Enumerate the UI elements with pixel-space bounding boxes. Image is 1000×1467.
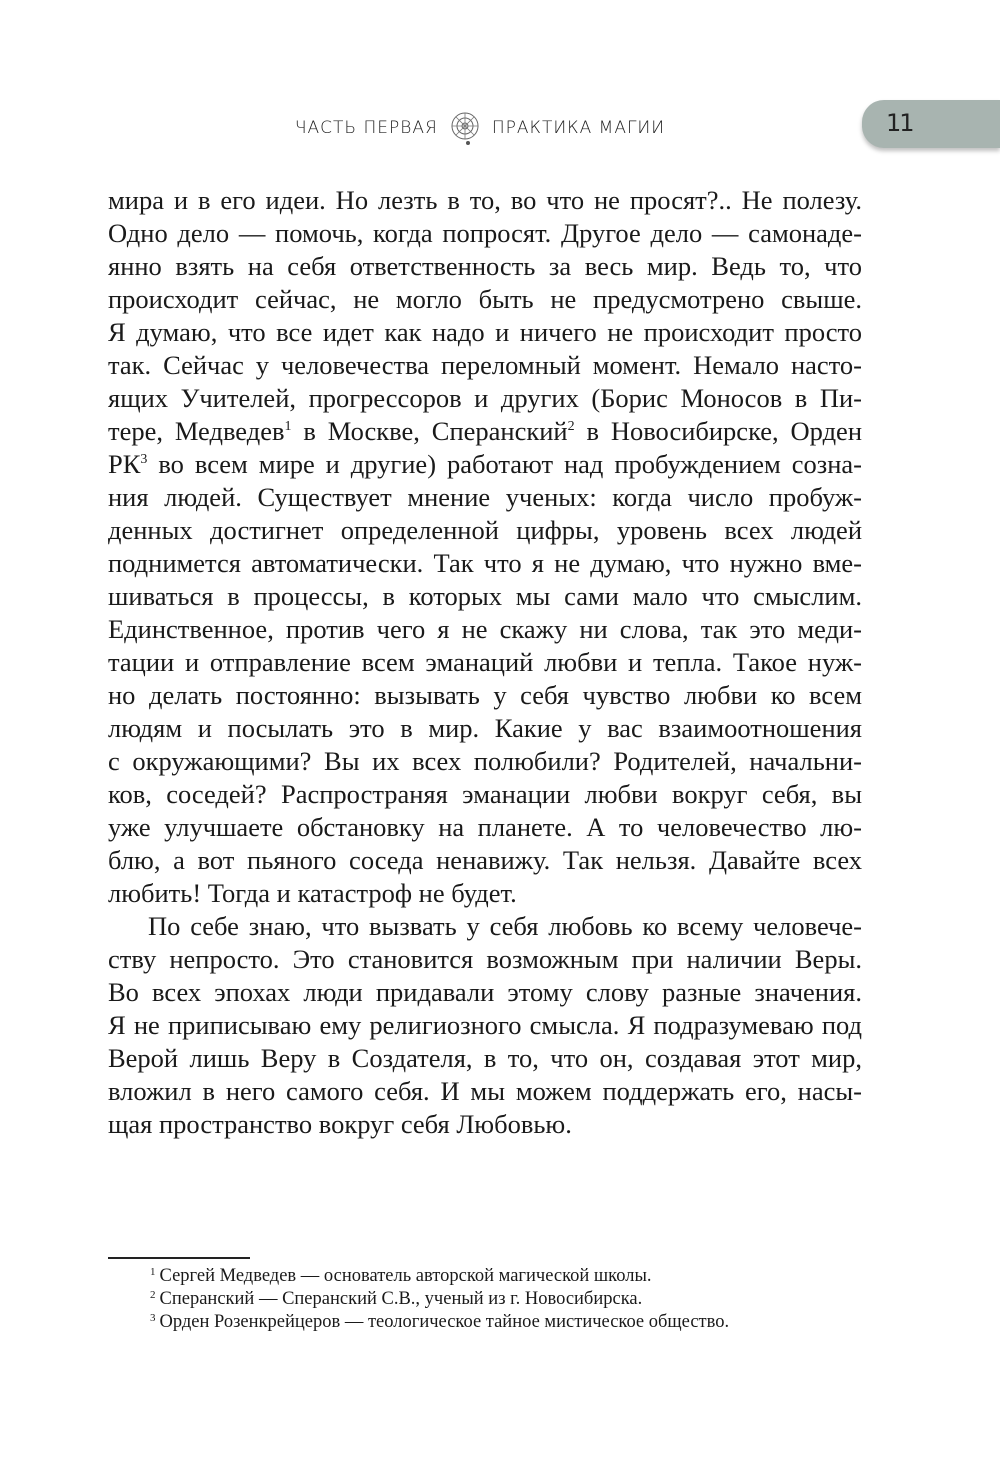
body-text: [108, 184, 862, 1141]
text-segment: вложил в него самого себя. И мы можем поддержать его, насы-: [108, 1076, 862, 1106]
text-segment: РК: [108, 449, 141, 479]
footnote: [150, 1265, 729, 1288]
text-line: [108, 382, 862, 415]
text-segment: Единственное, против чего я не скажу ни слова, так это меди-: [108, 614, 862, 644]
text-segment: происходит сейчас, не могло быть не предусмотрено свыше.: [108, 284, 862, 314]
text-segment: Одно дело — помочь, когда попросят. Другое дело — самонаде-: [108, 218, 862, 248]
text-segment: тере, Медведев: [108, 416, 285, 446]
text-segment: поднимется автоматически. Так что я не думаю, что нужно вме-: [108, 548, 862, 578]
text-segment: ков, соседей? Распространяя эманации любви вокруг себя, вы: [108, 779, 862, 809]
text-line: [108, 844, 862, 877]
text-line: [108, 1009, 862, 1042]
text-segment: но делать постоянно: вызывать у себя чувство любви ко всем: [108, 680, 862, 710]
text-line: [108, 613, 862, 646]
footnote-text: Сперанский — Сперанский С.В., ученый из г. Новосибирска.: [159, 1289, 643, 1309]
text-line: [108, 580, 862, 613]
page-number: 11: [886, 109, 913, 137]
text-line: [108, 745, 862, 778]
text-line: [108, 679, 862, 712]
footnote-rule: [108, 1257, 250, 1259]
text-line: [108, 1108, 862, 1141]
text-segment: так. Сейчас у человечества переломный момент. Немало насто-: [108, 350, 862, 380]
text-line: [108, 877, 862, 910]
text-segment: денных достигнет определенной цифры, уровень всех людей: [108, 515, 862, 545]
text-line: [108, 448, 862, 481]
text-segment: Я думаю, что все идет как надо и ничего не происходит просто: [108, 317, 862, 347]
text-line: [108, 910, 862, 943]
footnotes: [150, 1265, 729, 1334]
text-line: [108, 514, 862, 547]
text-segment: в Новосибирске, Орден: [574, 416, 862, 446]
text-line: [108, 1075, 862, 1108]
text-line: [108, 283, 862, 316]
page-number-tab: [862, 100, 1000, 148]
text-segment: во всем мире и другие) работают над пробуждением созна-: [147, 449, 862, 479]
text-line: [108, 547, 862, 580]
text-segment: тации и отправление всем эманаций любви и тепла. Такое нуж-: [108, 647, 862, 677]
footnote-mark: 1: [150, 1266, 156, 1278]
text-line: [108, 184, 862, 217]
text-segment: ния людей. Существует мнение ученых: когда число пробуж-: [108, 482, 862, 512]
text-segment: шиваться в процессы, в которых мы сами мало что смыслим.: [108, 581, 862, 611]
footnote-ref[interactable]: 1: [284, 419, 292, 434]
text-segment: блю, а вот пьяного соседа ненавижу. Так нельзя. Давайте всех: [108, 845, 862, 875]
text-segment: По себе знаю, что вызвать у себя любовь ко всему человече-: [148, 911, 862, 941]
text-segment: Я не приписываю ему религиозного смысла. Я подразумеваю под: [108, 1010, 862, 1040]
text-line: [108, 646, 862, 679]
footnote-ref[interactable]: 3: [140, 452, 148, 467]
text-line: [108, 349, 862, 382]
text-segment: с окружающими? Вы их всех полюбили? Родителей, начальни-: [108, 746, 862, 776]
footnote-mark: 3: [150, 1312, 156, 1324]
text-segment: Во всех эпохах люди придавали этому слову разные значения.: [108, 977, 862, 1007]
text-segment: щая пространство вокруг себя Любовью.: [108, 1109, 572, 1139]
text-segment: янно взять на себя ответственность за весь мир. Ведь то, что: [108, 251, 862, 281]
header-title: ПРАКТИКА МАГИИ: [491, 118, 666, 138]
text-segment: ящих Учителей, прогрессоров и других (Борис Моносов в Пи-: [108, 383, 862, 413]
text-line: [108, 1042, 862, 1075]
text-segment: людям и посылать это в мир. Какие у вас взаимоотношения: [108, 713, 862, 743]
emblem-icon: [448, 108, 482, 148]
text-segment: в Москве, Сперанский: [291, 416, 568, 446]
text-line: [108, 415, 862, 448]
footnote-text: Сергей Медведев — основатель авторской магической школы.: [159, 1266, 652, 1286]
footnote: [150, 1288, 729, 1311]
footnote-mark: 2: [150, 1289, 156, 1301]
header-part: ЧАСТЬ ПЕРВАЯ: [294, 118, 438, 138]
footnote-ref[interactable]: 2: [567, 419, 575, 434]
text-line: [108, 217, 862, 250]
footnote: [150, 1311, 729, 1334]
text-line: [108, 943, 862, 976]
text-line: [108, 250, 862, 283]
text-segment: ству непросто. Это становится возможным при наличии Веры.: [108, 944, 862, 974]
text-line: [108, 778, 862, 811]
text-line: [108, 316, 862, 349]
text-line: [108, 811, 862, 844]
text-segment: любить! Тогда и катастроф не будет.: [108, 878, 517, 908]
text-line: [108, 712, 862, 745]
text-line: [108, 976, 862, 1009]
text-segment: уже улучшаете обстановку на планете. А то человечество лю-: [108, 812, 862, 842]
text-segment: мира и в его идеи. Но лезть в то, во что не просят?.. Не полезу.: [108, 185, 862, 215]
text-line: [108, 481, 862, 514]
text-segment: Верой лишь Веру в Создателя, в то, что он, создавая этот мир,: [108, 1043, 862, 1073]
running-header: [250, 108, 710, 148]
footnote-text: Орден Розенкрейцеров — теологическое тайное мистическое общество.: [159, 1312, 730, 1332]
